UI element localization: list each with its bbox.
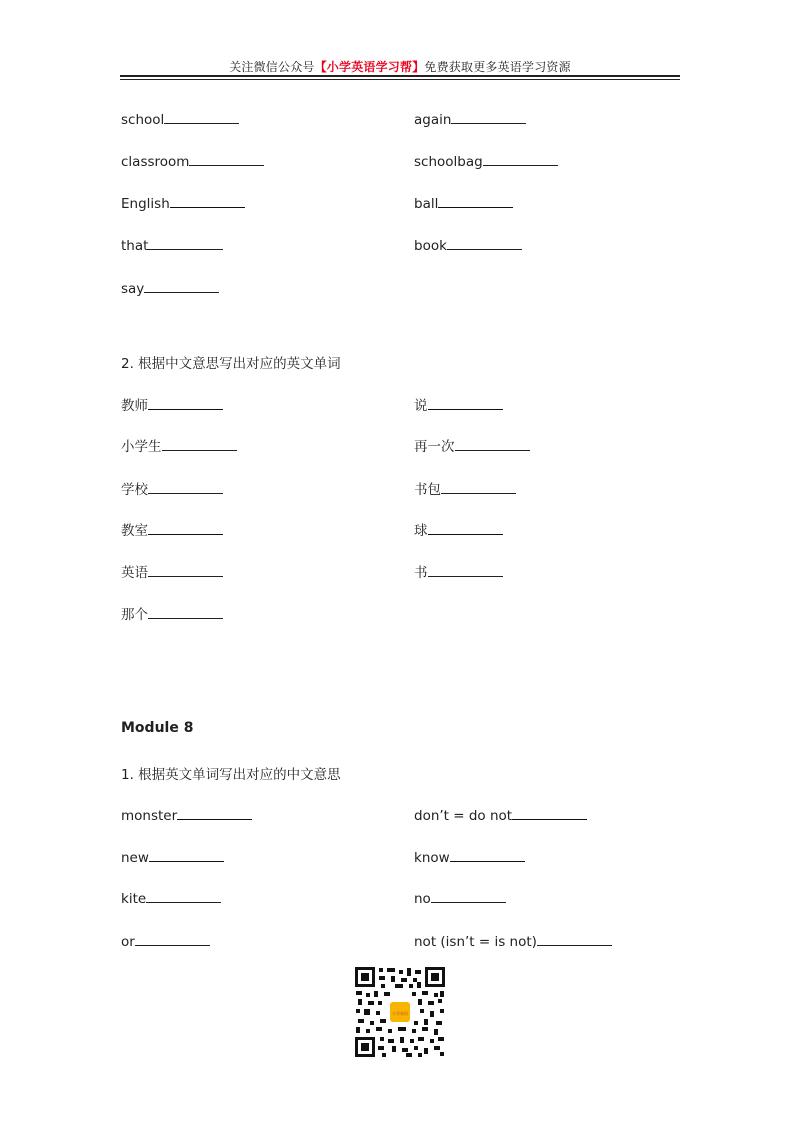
answer-blank[interactable]: [428, 520, 503, 535]
section-heading: 1. 根据英文单词写出对应的中文意思: [121, 767, 341, 783]
answer-blank[interactable]: [162, 436, 237, 451]
answer-blank[interactable]: [428, 562, 503, 577]
word-item: [121, 235, 223, 255]
word-label: schoolbag: [414, 154, 483, 170]
word-item: [414, 888, 506, 908]
answer-blank[interactable]: [428, 395, 503, 410]
word-label: not (isn’t = is not): [414, 934, 537, 950]
answer-blank[interactable]: [451, 109, 526, 124]
word-label: 教师: [121, 398, 148, 414]
word-item: [121, 520, 223, 540]
answer-blank[interactable]: [483, 151, 558, 166]
answer-blank[interactable]: [447, 235, 522, 250]
answer-blank[interactable]: [148, 479, 223, 494]
word-item: [414, 520, 503, 540]
word-label: know: [414, 850, 450, 866]
word-item: [414, 479, 516, 499]
word-item: [121, 847, 224, 867]
answer-blank[interactable]: [146, 888, 221, 903]
word-label: classroom: [121, 154, 190, 170]
header-brand: 小学英语学习帮: [326, 60, 413, 74]
word-item: [121, 805, 252, 825]
qr-code-graphic: [354, 966, 446, 1058]
word-item: [121, 479, 223, 499]
word-item: [121, 193, 245, 213]
answer-blank[interactable]: [135, 931, 210, 946]
word-label: no: [414, 891, 431, 907]
word-item: [121, 109, 239, 129]
word-label: ball: [414, 196, 439, 212]
word-item: [414, 235, 522, 255]
word-label: or: [121, 934, 135, 950]
answer-blank[interactable]: [455, 436, 530, 451]
section-heading: 2. 根据中文意思写出对应的英文单词: [121, 356, 341, 372]
word-item: [121, 278, 219, 298]
word-item: [121, 604, 223, 624]
answer-blank[interactable]: [537, 931, 612, 946]
word-label: 学校: [121, 482, 148, 498]
answer-blank[interactable]: [148, 520, 223, 535]
module-title: Module 8: [121, 720, 194, 736]
answer-blank[interactable]: [438, 193, 513, 208]
header-prefix: 关注微信公众号: [229, 60, 315, 74]
word-label: 说: [414, 398, 428, 414]
word-item: [414, 193, 513, 213]
answer-blank[interactable]: [148, 562, 223, 577]
answer-blank[interactable]: [189, 151, 264, 166]
header-rule-thin: [120, 79, 680, 80]
word-item: [414, 847, 525, 867]
word-label: again: [414, 112, 452, 128]
word-item: [414, 151, 558, 171]
word-label: English: [121, 196, 170, 212]
answer-blank[interactable]: [148, 604, 223, 619]
header-bracket-close: 】: [412, 60, 425, 74]
word-label: 再一次: [414, 439, 455, 455]
answer-blank[interactable]: [149, 847, 224, 862]
word-item: [414, 562, 503, 582]
word-item: [121, 562, 223, 582]
answer-blank[interactable]: [144, 278, 219, 293]
word-label: 教室: [121, 523, 148, 539]
answer-blank[interactable]: [164, 109, 239, 124]
answer-blank[interactable]: [148, 235, 223, 250]
word-label: 那个: [121, 607, 148, 623]
qr-code: [354, 966, 446, 1058]
word-item: [414, 109, 526, 129]
answer-blank[interactable]: [170, 193, 245, 208]
word-label: new: [121, 850, 149, 866]
answer-blank[interactable]: [177, 805, 252, 820]
word-item: [414, 931, 612, 951]
word-label: school: [121, 112, 165, 128]
word-label: 书: [414, 565, 428, 581]
word-label: book: [414, 238, 447, 254]
answer-blank[interactable]: [450, 847, 525, 862]
answer-blank[interactable]: [148, 395, 223, 410]
word-label: 球: [414, 523, 428, 539]
word-label: don’t = do not: [414, 808, 513, 824]
word-item: [414, 436, 530, 456]
word-label: that: [121, 238, 149, 254]
word-item: [414, 805, 587, 825]
header-bracket-open: 【: [314, 60, 327, 74]
answer-blank[interactable]: [441, 479, 516, 494]
word-item: [121, 436, 237, 456]
word-item: [121, 931, 210, 951]
word-label: monster: [121, 808, 178, 824]
word-label: say: [121, 281, 145, 297]
word-item: [414, 395, 503, 415]
word-label: 英语: [121, 565, 148, 581]
qr-logo-text: 小学英语: [392, 1011, 408, 1016]
word-item: [121, 151, 264, 171]
word-item: [121, 888, 221, 908]
word-label: 小学生: [121, 439, 162, 455]
answer-blank[interactable]: [431, 888, 506, 903]
header-text: [120, 58, 680, 75]
word-label: kite: [121, 891, 147, 907]
word-label: 书包: [414, 482, 441, 498]
word-item: [121, 395, 223, 415]
answer-blank[interactable]: [512, 805, 587, 820]
header-rule-thick: [120, 75, 680, 77]
header-suffix: 免费获取更多英语学习资源: [424, 60, 571, 74]
